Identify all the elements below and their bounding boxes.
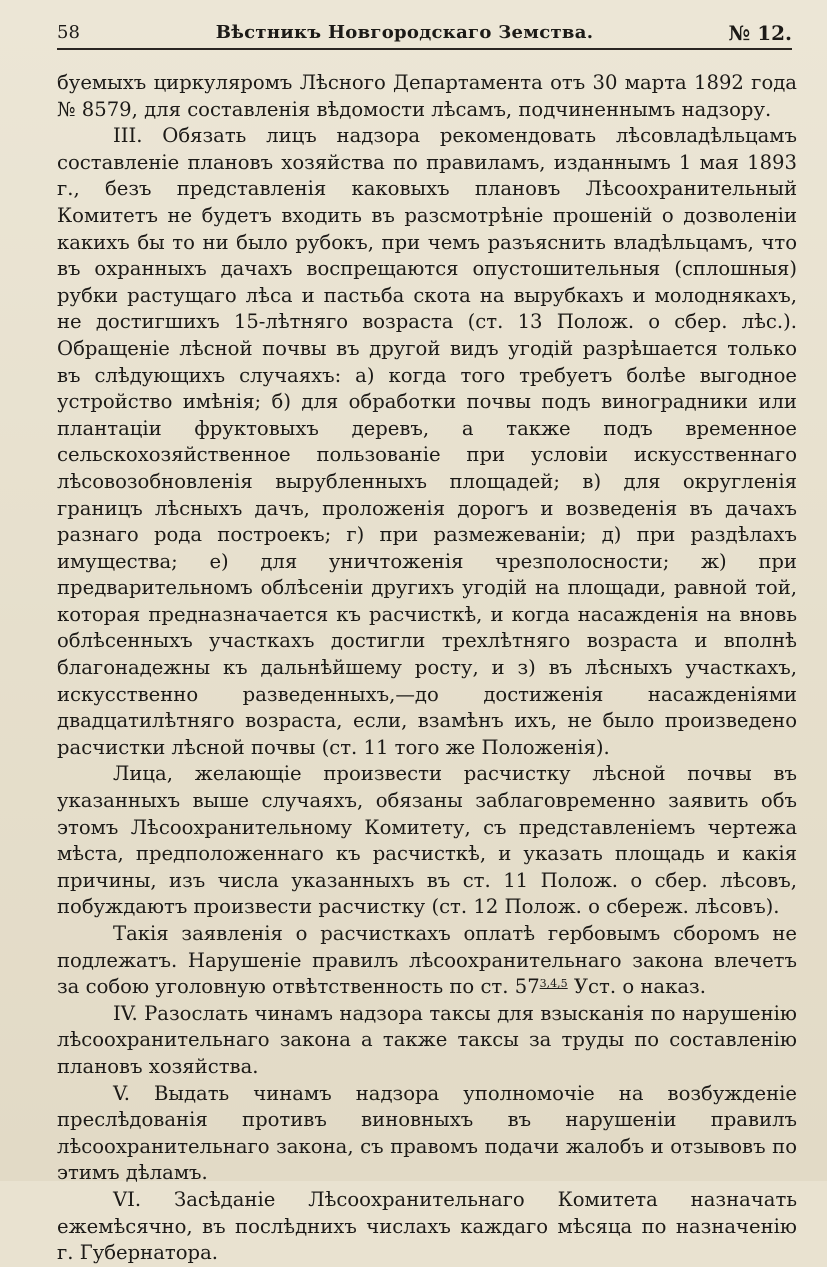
journal-title: Вѣстникъ Новгородскаго Земства.	[215, 22, 594, 43]
paragraph-5: IV. Разослать чинамъ надзора таксы для взысканія по нарушенію лѣсоохранительнаго закона а также таксы за труды по составленію плановъ хозяйства.	[57, 1001, 797, 1078]
paragraph-4-tail: Уст. о наказ.	[567, 975, 706, 999]
page-header	[57, 18, 792, 50]
paragraph-4	[57, 921, 797, 1001]
paragraph-4-text: Такія заявленія о расчисткахъ оплатѣ гербовымъ сборомъ не подлежатъ. Нарушеніе правилъ лѣсоохранительнаго закона влечетъ за собою уголовную отвѣтственность по ст. 57	[57, 922, 797, 999]
paragraph-2: III. Обязать лицъ надзора рекомендовать лѣсовладѣльцамъ составленіе плановъ хозяйства по правиламъ, изданнымъ 1 мая 1893 г., безъ представленія каковыхъ плановъ Лѣсоохранительный Комитетъ не будетъ входить въ разсмотрѣніе прошеній о дозволеніи какихъ бы то ни было рубокъ, при чемъ разъяснить владѣльцамъ, что въ охранныхъ дачахъ воспрещаются опустошительныя (сплошныя) рубки растущаго лѣса и пастьба скота на вырубкахъ и молоднякахъ, не достигшихъ 15-лѣтняго возраста (ст. 13 Полож. о сбер. лѣс.). Обращеніе лѣсной почвы въ другой видъ угодій разрѣшается только въ слѣдующихъ случаяхъ: а) когда того требуетъ болѣе выгодное устройство имѣнія; б) для обработки почвы подъ виноградники или плантаціи фруктовыхъ деревъ, а также подъ временное сельскохозяйственное пользованіе при условіи искусственнаго лѣсовозобновленія вырубленныхъ площадей; в) для округленія границъ лѣсныхъ дачъ, проложенія дорогъ и возведенія въ дачахъ разнаго рода построекъ; г) при размежеваніи; д) при раздѣлахъ имущества; е) для уничтоженія чрезполосности; ж) при предварительномъ облѣсеніи другихъ угодій на площади, равной той, которая предназначается къ расчисткѣ, и когда насажденія на вновь облѣсенныхъ участкахъ достигли трехлѣтняго возраста и вполнѣ благонадежны къ дальнѣйшему росту, и з) въ лѣсныхъ участкахъ, искусственно разведенныхъ,—до достиженія насажденіями двадцатилѣтняго возраста, если, взамѣнъ ихъ, не было произведено расчистки лѣсной почвы (ст. 11 того же Положенія).	[57, 124, 797, 759]
paragraph-3: Лица, желающіе произвести расчистку лѣсной почвы въ указанныхъ выше случаяхъ, обязаны заблаговременно заявить объ этомъ Лѣсоохранительному Комитету, съ представленіемъ чертежа мѣста, предположеннаго къ расчисткѣ, и указать площадь и какія причины, изъ числа указанныхъ въ ст. 11 Полож. о сбер. лѣсовъ, побуждаютъ произвести расчистку (ст. 12 Полож. о сбереж. лѣсовъ).	[57, 762, 797, 919]
body-text	[57, 70, 797, 1267]
paragraph-7: VI. Засѣданіе Лѣсоохранительнаго Комитета назначать ежемѣсячно, въ послѣднихъ числахъ каждаго мѣсяца по назначенію г. Губернатора.	[57, 1187, 797, 1265]
paragraph-1: буемыхъ циркуляромъ Лѣсного Департамента отъ 30 марта 1892 года № 8579, для составленія вѣдомости лѣсамъ, подчиненнымъ надзору.	[57, 71, 797, 121]
issue-number: № 12.	[728, 21, 792, 45]
article-superscript: 3,4,5	[539, 977, 568, 991]
paragraph-6: V. Выдать чинамъ надзора уполномочіе на возбужденіе преслѣдованія противъ виновныхъ въ нарушеніи правилъ лѣсоохранительнаго закона, съ правомъ подачи жалобъ и отзывовъ по этимъ дѣламъ.	[57, 1081, 797, 1185]
page-number: 58	[57, 22, 80, 43]
